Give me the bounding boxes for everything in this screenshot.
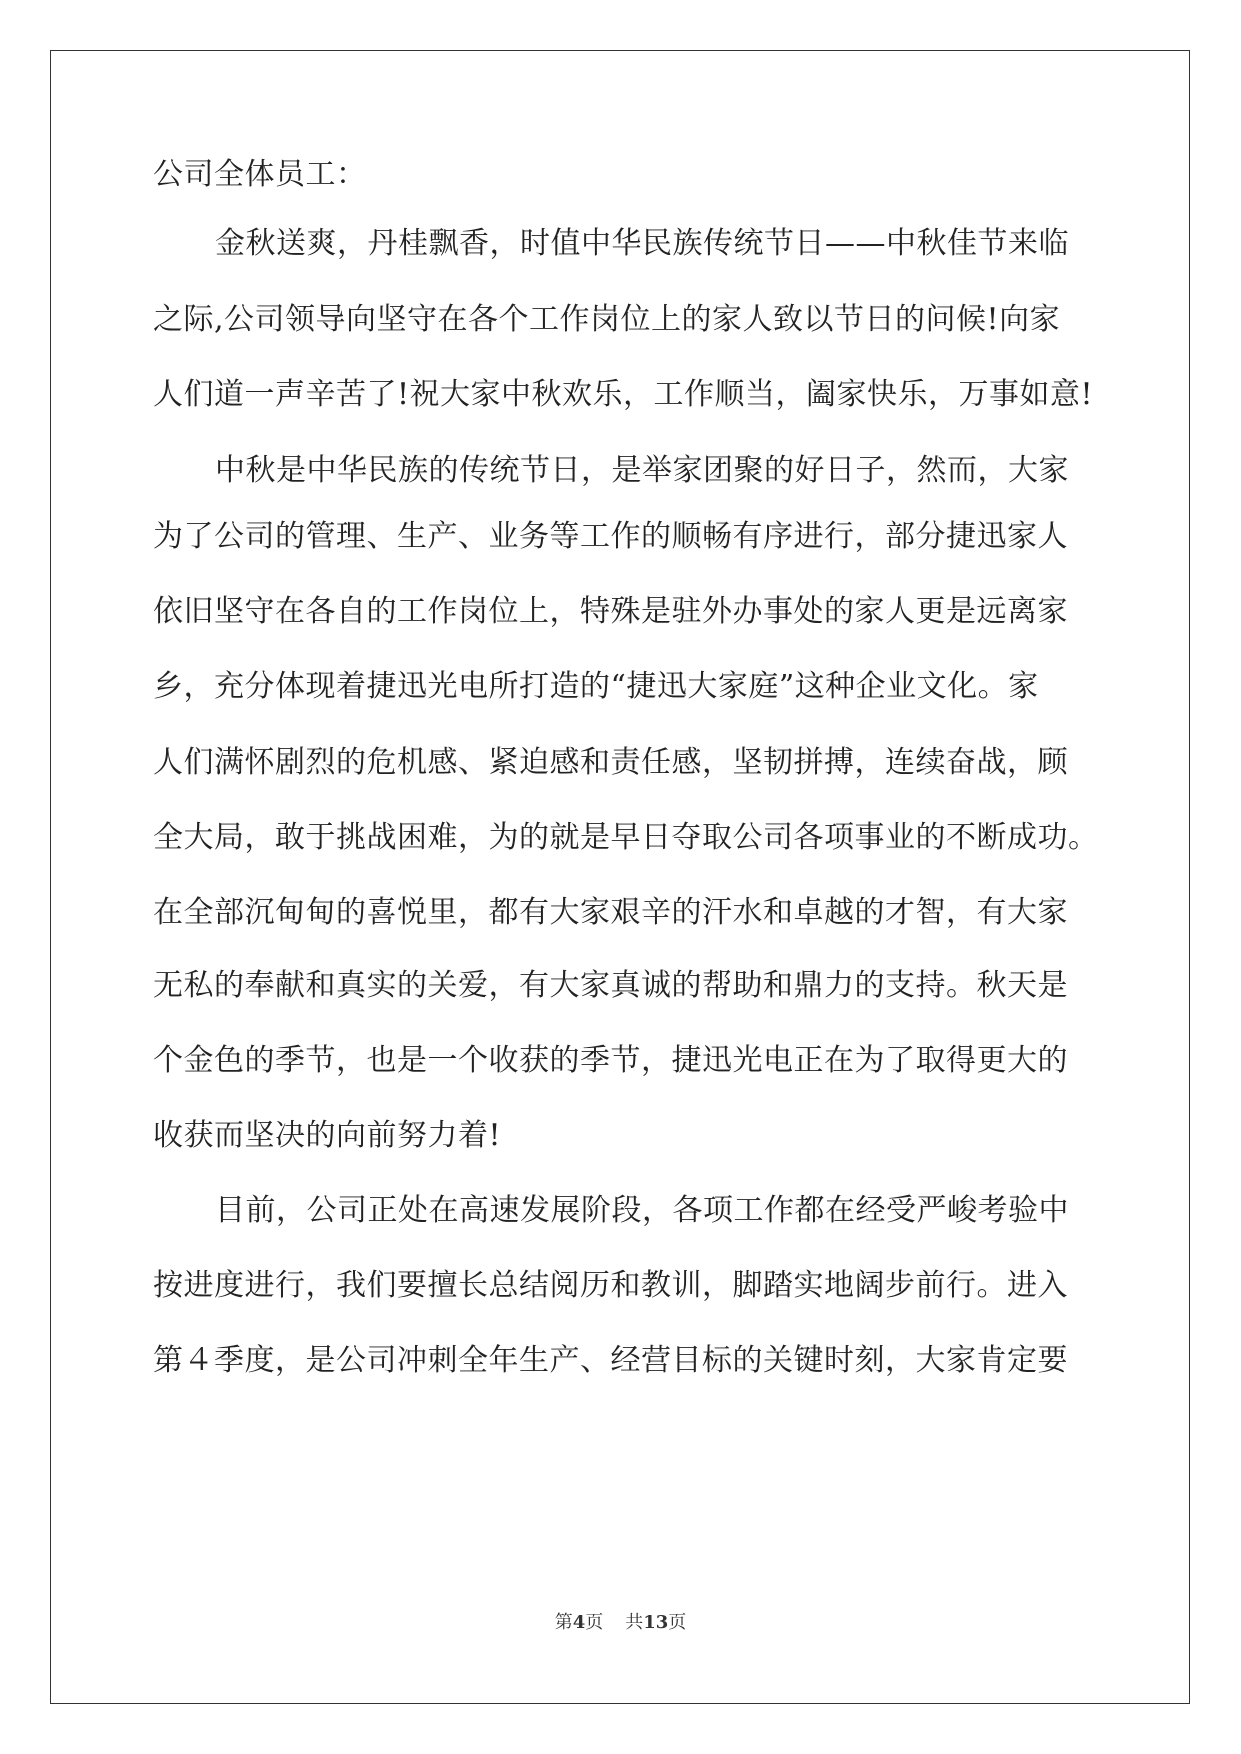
- paragraph-1-line-1: 金秋送爽，丹桂飘香，时值中华民族传统节日——中秋佳节来临: [215, 226, 1069, 261]
- page-footer: [0, 1612, 1241, 1634]
- paragraph-2-line-4: 乡，充分体现着捷迅光电所打造的“捷迅大家庭”这种企业文化。家: [153, 669, 1039, 704]
- page-number: 4: [572, 1612, 586, 1633]
- paragraph-3-line-1: 目前，公司正处在高速发展阶段，各项工作都在经受严峻考验中: [215, 1193, 1069, 1228]
- paragraph-3-line-2: 按进度进行，我们要擅长总结阅历和教训，脚踏实地阔步前行。进入: [153, 1268, 1068, 1303]
- paragraph-2-line-7: 在全部沉甸甸的喜悦里，都有大家艰辛的汗水和卓越的才智，有大家: [153, 895, 1068, 930]
- page-suffix: 页: [585, 1612, 604, 1633]
- page-border: [50, 50, 1190, 1704]
- paragraph-2-line-10: 收获而坚决的向前努力着!: [153, 1118, 502, 1153]
- paragraph-2-line-6: 全大局，敢于挑战困难，为的就是早日夺取公司各项事业的不断成功。: [153, 820, 1099, 855]
- paragraph-2-line-8: 无私的奉献和真实的关爱，有大家真诚的帮助和鼎力的支持。秋天是: [153, 968, 1068, 1003]
- paragraph-2-line-9: 个金色的季节，也是一个收获的季节，捷迅光电正在为了取得更大的: [153, 1043, 1068, 1078]
- total-suffix: 页: [668, 1612, 687, 1633]
- paragraph-3-line-3: 第４季度，是公司冲刺全年生产、经营目标的关键时刻，大家肯定要: [153, 1343, 1068, 1378]
- paragraph-2-line-1: 中秋是中华民族的传统节日，是举家团聚的好日子，然而，大家: [215, 453, 1069, 488]
- paragraph-2-line-3: 依旧坚守在各自的工作岗位上，特殊是驻外办事处的家人更是远离家: [153, 594, 1068, 629]
- salutation-line: 公司全体员工：: [153, 157, 367, 192]
- paragraph-2-line-2: 为了公司的管理、生产、业务等工作的顺畅有序进行，部分捷迅家人: [153, 519, 1068, 554]
- total-prefix: 共: [625, 1612, 644, 1633]
- paragraph-2-line-5: 人们满怀剧烈的危机感、紧迫感和责任感，坚韧拼搏，连续奋战，顾: [153, 745, 1068, 780]
- paragraph-1-line-2: 之际,公司领导向坚守在各个工作岗位上的家人致以节日的问候!向家: [153, 302, 1061, 337]
- page-prefix: 第: [554, 1612, 573, 1633]
- total-pages: 13: [643, 1612, 669, 1633]
- paragraph-1-line-3: 人们道一声辛苦了!祝大家中秋欢乐，工作顺当，阖家快乐，万事如意!: [153, 377, 1094, 412]
